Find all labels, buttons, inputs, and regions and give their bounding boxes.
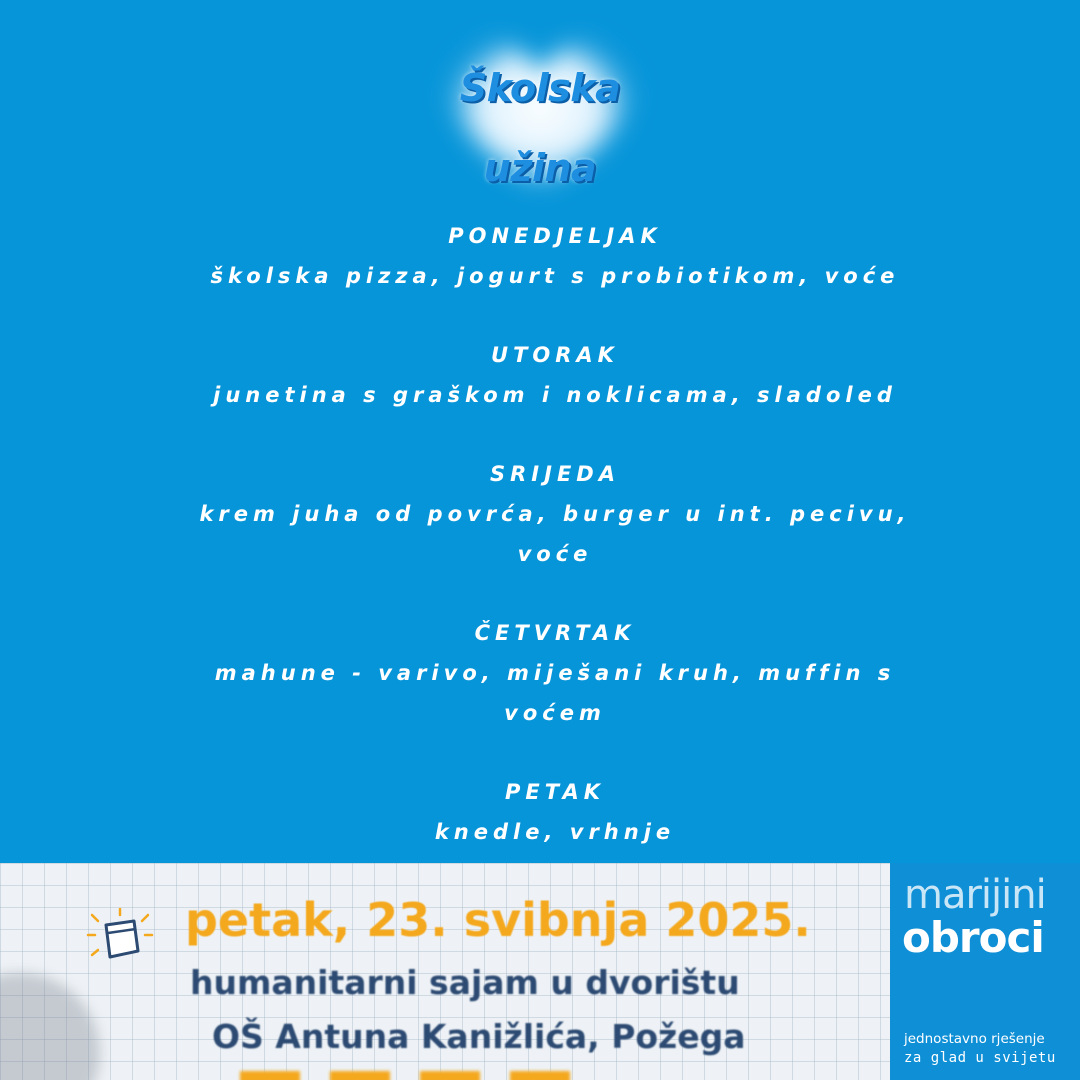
event-location: OŠ Antuna Kanižlića, Požega — [212, 1017, 746, 1056]
meal-thursday-line-2: voćem — [504, 701, 606, 725]
title-line-2: užina — [483, 146, 597, 190]
logo-tagline-2: za glad u svijetu — [904, 1050, 1056, 1066]
event-poster — [0, 863, 890, 1080]
meal-wednesday-line-2: voće — [517, 542, 593, 566]
logo-word-2: obroci — [902, 913, 1044, 962]
day-tuesday: UTORAK — [491, 343, 619, 367]
day-thursday: ČETVRTAK — [474, 621, 636, 645]
day-wednesday: SRIJEDA — [490, 462, 620, 486]
meal-thursday-line-1: mahune - varivo, miješani kruh, muffin s — [214, 661, 896, 685]
meal-tuesday: junetina s graškom i noklicama, sladoled — [213, 383, 897, 407]
logo-word-1: marijini — [904, 872, 1046, 918]
page-title — [390, 48, 690, 208]
meal-friday: knedle, vrhnje — [434, 820, 676, 844]
logo-tagline-1: jednostavno rješenje — [904, 1031, 1045, 1047]
gift-box-icon — [84, 907, 156, 967]
event-date: petak, 23. svibnja 2025. — [185, 893, 811, 947]
event-description: humanitarni sajam u dvorištu — [190, 963, 740, 1002]
meal-wednesday-line-1: krem juha od povrća, burger u int. pecivu, — [199, 502, 911, 526]
day-monday: PONEDJELJAK — [448, 224, 662, 248]
bottom-banner — [0, 863, 1080, 1080]
title-line-1: Školska — [459, 66, 621, 110]
marijini-obroci-logo — [890, 863, 1080, 1080]
weekly-menu — [160, 216, 950, 852]
day-friday: PETAK — [505, 780, 605, 804]
meal-monday: školska pizza, jogurt s probiotikom, voće — [210, 264, 900, 288]
